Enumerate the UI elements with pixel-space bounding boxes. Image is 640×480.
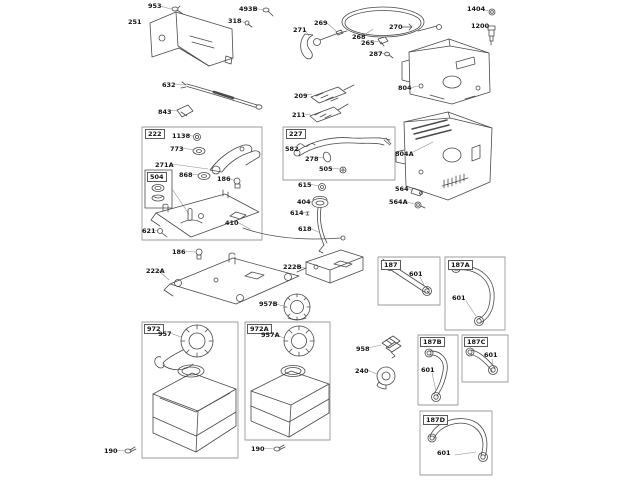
callout-211[interactable]: 211 (292, 111, 306, 119)
callout-621[interactable]: 621 (142, 227, 156, 235)
callout-190-a[interactable]: 190 (104, 447, 118, 455)
callout-972a[interactable]: 972A (247, 324, 272, 334)
callout-868[interactable]: 868 (179, 171, 193, 179)
callout-804a[interactable]: 804A (395, 150, 414, 158)
muffler-guard-251-art (150, 12, 233, 66)
callout-564[interactable]: 564 (395, 185, 409, 193)
callout-958[interactable]: 958 (356, 345, 370, 353)
callout-271[interactable]: 271 (293, 26, 307, 34)
hose-187b-art (425, 349, 447, 402)
callout-190-b[interactable]: 190 (251, 445, 265, 453)
callout-618[interactable]: 618 (298, 225, 312, 233)
callout-287[interactable]: 287 (369, 50, 383, 58)
callout-270[interactable]: 270 (389, 23, 403, 31)
callout-269[interactable]: 269 (314, 19, 328, 27)
callout-187c[interactable]: 187C (464, 337, 488, 347)
fuel-tank-972a-art (251, 366, 329, 438)
callout-1200[interactable]: 1200 (471, 22, 490, 30)
washer-615-art (319, 184, 326, 191)
callout-505[interactable]: 505 (319, 165, 333, 173)
callout-209[interactable]: 209 (294, 92, 308, 100)
callout-957[interactable]: 957 (158, 330, 172, 338)
bracket-base-222-art (151, 190, 345, 240)
spring-209-art (311, 85, 354, 103)
washer-1404-art (489, 9, 495, 15)
callout-953[interactable]: 953 (148, 2, 162, 10)
fuel-cap-957b-art (284, 294, 310, 320)
callout-504[interactable]: 504 (147, 172, 167, 182)
callout-601-c[interactable]: 601 (421, 366, 435, 374)
callout-410[interactable]: 410 (225, 219, 239, 227)
screw-190-art (125, 447, 136, 453)
washer-564a-art (415, 202, 425, 208)
callout-222a[interactable]: 222A (146, 267, 165, 275)
callout-187b[interactable]: 187B (420, 337, 445, 347)
screw-190b-art (274, 445, 285, 451)
callout-773[interactable]: 773 (170, 145, 184, 153)
callout-843[interactable]: 843 (158, 108, 172, 116)
callout-187[interactable]: 187 (381, 260, 401, 270)
callout-1138[interactable]: 1138 (172, 132, 191, 140)
callout-222[interactable]: 222 (145, 129, 165, 139)
callout-251[interactable]: 251 (128, 18, 142, 26)
group-box-972 (142, 322, 238, 458)
primer-186-art (196, 249, 202, 259)
callout-240[interactable]: 240 (355, 367, 369, 375)
screw-318-art (245, 21, 252, 27)
clip-843-art (177, 105, 193, 117)
callout-564a[interactable]: 564A (389, 198, 408, 206)
callout-222b[interactable]: 222B (283, 263, 302, 271)
callout-804[interactable]: 804 (398, 84, 412, 92)
callout-278[interactable]: 278 (305, 155, 319, 163)
fuel-tank-972-art (153, 365, 236, 452)
callout-601-e[interactable]: 601 (437, 449, 451, 457)
callout-1404[interactable]: 1404 (467, 5, 486, 13)
callout-404[interactable]: 404 (297, 198, 311, 206)
governor-link-632-art (181, 82, 262, 109)
callout-187a[interactable]: 187A (448, 260, 473, 270)
bracket-222a-art (164, 253, 299, 304)
bracket-222b-art (297, 250, 363, 283)
callout-972[interactable]: 972 (144, 324, 164, 334)
callout-615[interactable]: 615 (298, 181, 312, 189)
callout-957b[interactable]: 957B (259, 300, 278, 308)
callout-187d[interactable]: 187D (423, 415, 448, 425)
callout-601-a[interactable]: 601 (409, 270, 423, 278)
grommet-240-art (377, 367, 395, 389)
callout-493b[interactable]: 493B (239, 5, 258, 13)
callout-957a[interactable]: 957A (261, 331, 280, 339)
fuel-valve-958-art (382, 336, 401, 358)
callout-227[interactable]: 227 (286, 129, 306, 139)
callout-632[interactable]: 632 (162, 81, 176, 89)
callout-271a[interactable]: 271A (155, 161, 174, 169)
callout-601-d[interactable]: 601 (484, 351, 498, 359)
callout-265[interactable]: 265 (361, 39, 375, 47)
callout-582[interactable]: 582 (285, 145, 299, 153)
callout-601-b[interactable]: 601 (452, 294, 466, 302)
callout-186-b[interactable]: 186 (172, 248, 186, 256)
group-box-972a (245, 322, 330, 440)
clip-564-art (411, 188, 423, 196)
callout-318[interactable]: 318 (228, 17, 242, 25)
spring-211-art (310, 104, 348, 122)
callout-268[interactable]: 268 (352, 33, 366, 41)
callout-614[interactable]: 614 (290, 209, 304, 217)
fuel-cap-957a-art (284, 326, 314, 356)
blower-housing-804-art (402, 39, 490, 104)
screw-493b-art (263, 8, 273, 16)
callout-186-a[interactable]: 186 (217, 175, 231, 183)
